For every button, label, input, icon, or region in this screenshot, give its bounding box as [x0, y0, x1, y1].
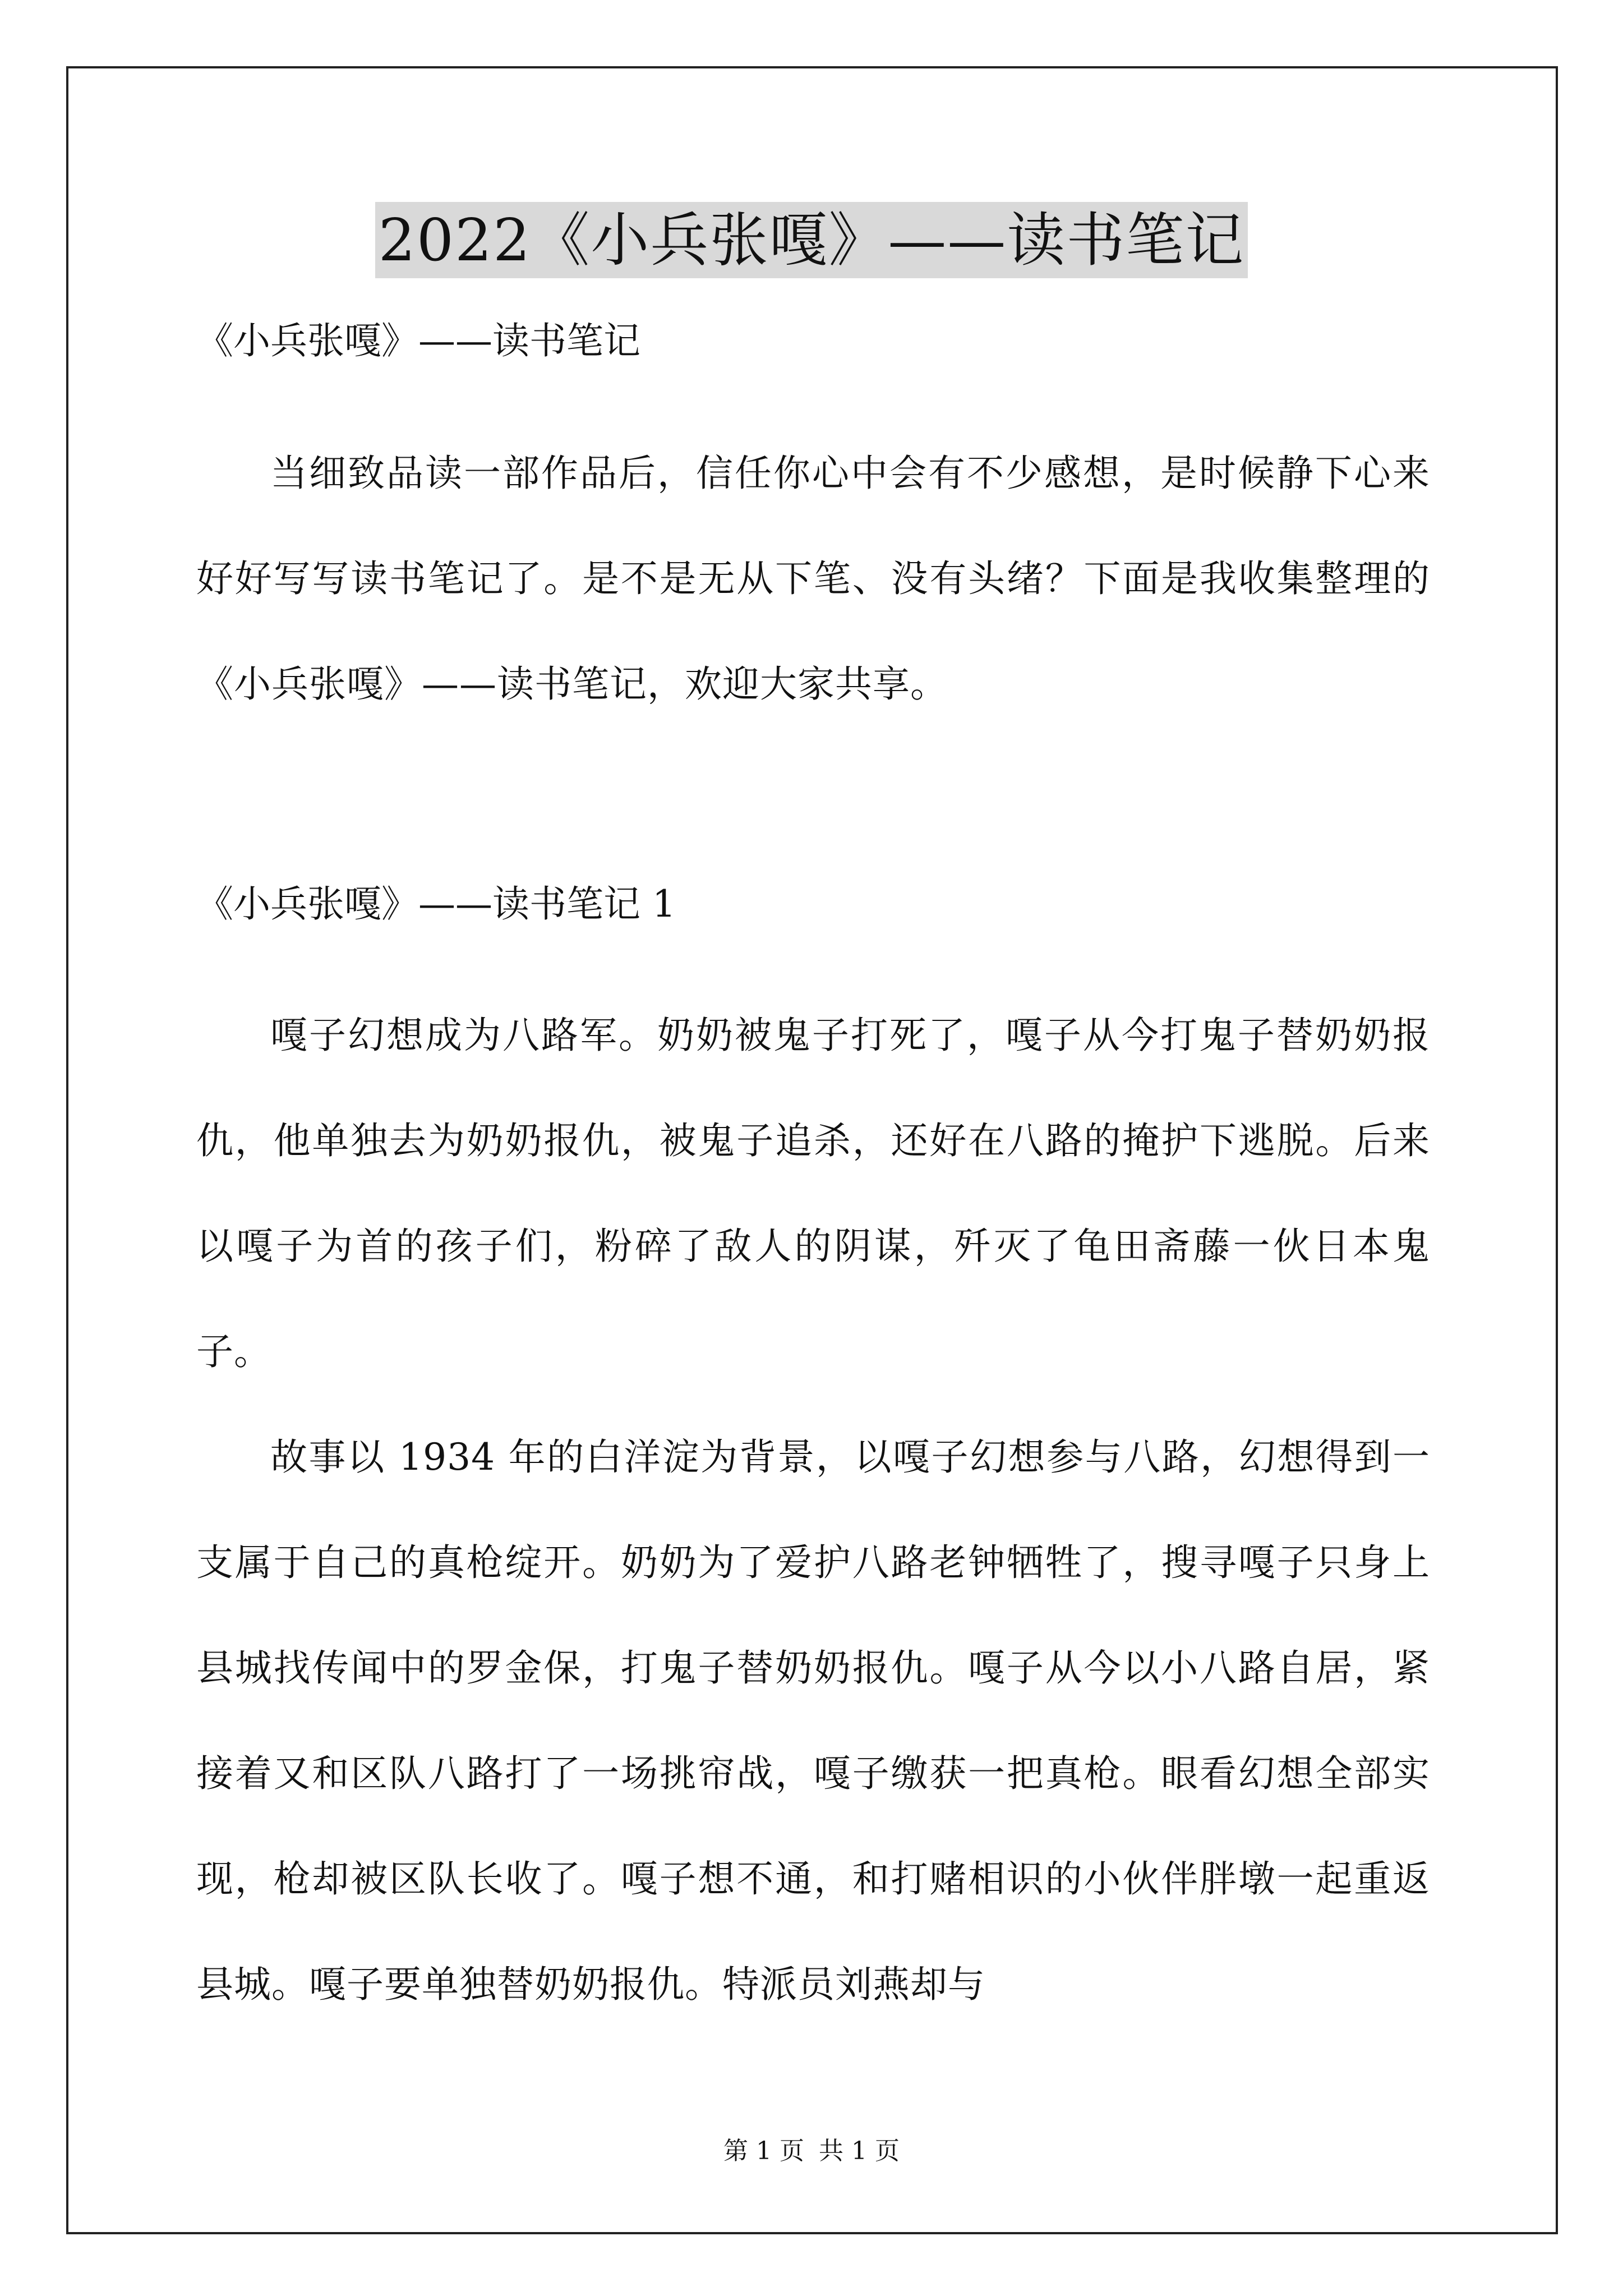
spacer	[196, 737, 1430, 877]
document-body	[196, 314, 1430, 2037]
spacer	[196, 931, 1430, 983]
title-container	[0, 202, 1623, 278]
spacer	[196, 368, 1430, 421]
intro-heading: 《小兵张嘎》——读书笔记	[196, 319, 640, 362]
document-title: 2022《小兵张嘎》——读书笔记	[375, 202, 1248, 278]
page-total: 共 1 页	[819, 2137, 900, 2165]
section-heading: 《小兵张嘎》——读书笔记 1	[196, 882, 676, 926]
body-paragraph: 嘎子幻想成为八路军。奶奶被鬼子打死了，嘎子从今打鬼子替奶奶报仇，他单独去为奶奶报仇，被鬼子追杀，还好在八路的掩护下逃脱。后来以嘎子为首的孩子们，粉碎了敌人的阴谋，歼灭了龟田斋藤一伙日本鬼子。	[196, 1014, 1430, 1373]
body-paragraph: 故事以 1934 年的白洋淀为背景，以嘎子幻想参与八路，幻想得到一支属于自己的真枪绽开。奶奶为了爱护八路老钟牺牲了，搜寻嘎子只身上县城找传闻中的罗金保，打鬼子替奶奶报仇。嘎子从今以小八路自居，紧接着又和区队八路打了一场挑帘战，嘎子缴获一把真枪。眼看幻想全部实现，枪却被区队长收了。嘎子想不通，和打赌相识的小伙伴胖墩一起重返县城。嘎子要单独替奶奶报仇。特派员刘燕却与	[196, 1435, 1430, 2006]
page-number: 第 1 页	[723, 2137, 804, 2165]
page-footer	[0, 2134, 1623, 2168]
intro-paragraph: 当细致品读一部作品后，信任你心中会有不少感想，是时候静下心来好好写写读书笔记了。是不是无从下笔、没有头绪？下面是我收集整理的《小兵张嘎》——读书笔记，欢迎大家共享。	[196, 452, 1430, 706]
